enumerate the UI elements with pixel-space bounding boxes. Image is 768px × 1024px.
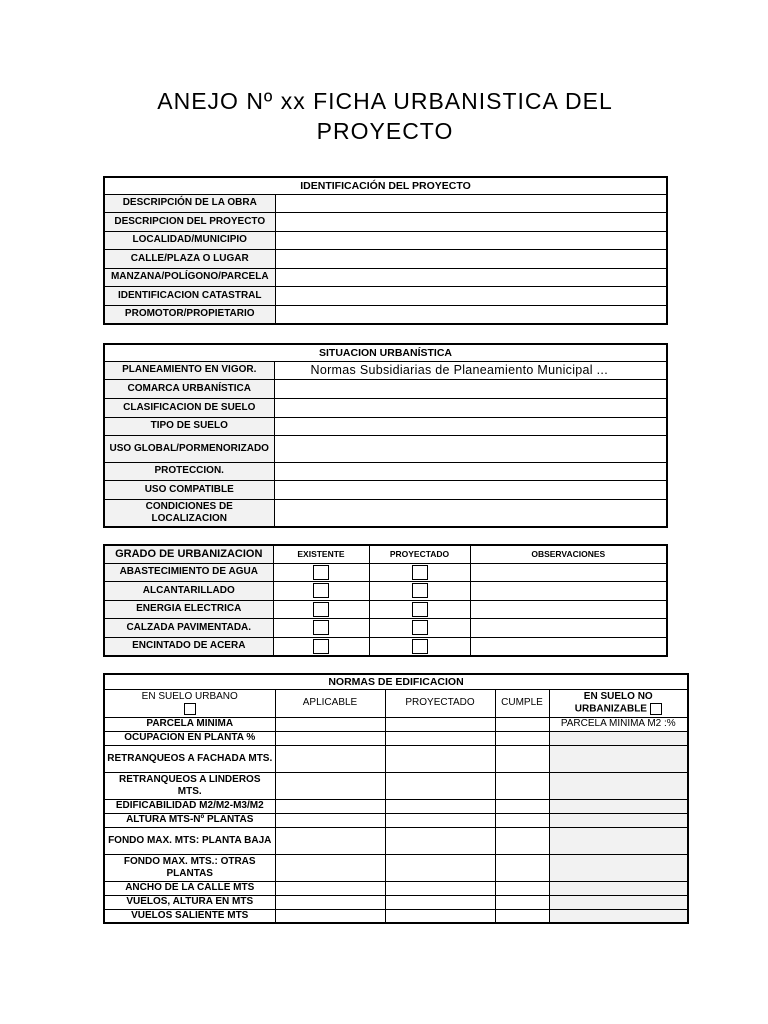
- aplicable-cell[interactable]: [275, 881, 385, 895]
- col-cumple: CUMPLE: [495, 689, 549, 717]
- cumple-cell[interactable]: [495, 881, 549, 895]
- promotor-field[interactable]: [275, 305, 667, 324]
- localidad-field[interactable]: [275, 231, 667, 250]
- no-urbanizable-checkbox[interactable]: [650, 703, 662, 715]
- situacion-table: [103, 343, 668, 528]
- no-urbanizable-cell[interactable]: [549, 813, 688, 827]
- suelo-urbano-label: EN SUELO URBANO: [141, 690, 238, 702]
- row-label: FONDO MAX. MTS: PLANTA BAJA: [104, 827, 275, 854]
- existente-checkbox[interactable]: [313, 639, 329, 654]
- row-label: COMARCA URBANÍSTICA: [104, 379, 274, 398]
- existente-checkbox[interactable]: [313, 620, 329, 635]
- comarca-field[interactable]: [274, 379, 667, 398]
- cumple-cell[interactable]: [495, 895, 549, 909]
- row-label: ALTURA MTS-Nº PLANTAS: [104, 813, 275, 827]
- proyectado-cell[interactable]: [385, 827, 495, 854]
- row-label: LOCALIDAD/MUNICIPIO: [104, 231, 275, 250]
- aplicable-cell[interactable]: [275, 827, 385, 854]
- row-label: MANZANA/POLÍGONO/PARCELA: [104, 268, 275, 287]
- existente-checkbox[interactable]: [313, 565, 329, 580]
- aplicable-cell[interactable]: [275, 731, 385, 745]
- descripcion-obra-field[interactable]: [275, 194, 667, 213]
- existente-checkbox[interactable]: [313, 583, 329, 598]
- observaciones-field[interactable]: [470, 582, 667, 601]
- normas-header: NORMAS DE EDIFICACION: [104, 674, 688, 689]
- proyectado-checkbox[interactable]: [412, 583, 428, 598]
- observaciones-field[interactable]: [470, 563, 667, 582]
- proyectado-checkbox[interactable]: [412, 602, 428, 617]
- proyectado-cell[interactable]: [385, 813, 495, 827]
- row-label: PLANEAMIENTO EN VIGOR.: [104, 361, 274, 379]
- cumple-cell[interactable]: [495, 799, 549, 813]
- condiciones-field[interactable]: [274, 499, 667, 527]
- calle-field[interactable]: [275, 250, 667, 269]
- situacion-header: SITUACION URBANÍSTICA: [104, 344, 667, 361]
- uso-global-field[interactable]: [274, 435, 667, 462]
- row-label: EDIFICABILIDAD M2/M2-M3/M2: [104, 799, 275, 813]
- parcela-minima-m2-label: PARCELA MINIMA M2 :%: [549, 717, 688, 731]
- row-label: ENCINTADO DE ACERA: [104, 637, 273, 656]
- cumple-cell[interactable]: [495, 909, 549, 923]
- no-urbanizable-cell[interactable]: [549, 799, 688, 813]
- proyectado-cell[interactable]: [385, 772, 495, 799]
- aplicable-cell[interactable]: [275, 717, 385, 731]
- proyectado-cell[interactable]: [385, 881, 495, 895]
- no-urbanizable-cell[interactable]: [549, 895, 688, 909]
- row-label: USO GLOBAL/PORMENORIZADO: [104, 435, 274, 462]
- title-line-1: ANEJO Nº xx FICHA URBANISTICA DEL: [157, 88, 613, 114]
- grado-header: GRADO DE URBANIZACION: [104, 545, 273, 563]
- cumple-cell[interactable]: [495, 772, 549, 799]
- aplicable-cell[interactable]: [275, 772, 385, 799]
- cumple-cell[interactable]: [495, 717, 549, 731]
- proyectado-checkbox[interactable]: [412, 565, 428, 580]
- col-existente: EXISTENTE: [273, 545, 369, 563]
- aplicable-cell[interactable]: [275, 909, 385, 923]
- row-label: TIPO DE SUELO: [104, 417, 274, 435]
- normas-table: [103, 673, 689, 924]
- row-label: ALCANTARILLADO: [104, 582, 273, 601]
- row-label: VUELOS SALIENTE MTS: [104, 909, 275, 923]
- no-urbanizable-cell[interactable]: [549, 731, 688, 745]
- no-urbanizable-cell[interactable]: [549, 745, 688, 772]
- no-urbanizable-cell[interactable]: [549, 772, 688, 799]
- proyectado-cell[interactable]: [385, 799, 495, 813]
- aplicable-cell[interactable]: [275, 813, 385, 827]
- cumple-cell[interactable]: [495, 745, 549, 772]
- aplicable-cell[interactable]: [275, 799, 385, 813]
- row-label: CLASIFICACION DE SUELO: [104, 398, 274, 417]
- row-label: VUELOS, ALTURA EN MTS: [104, 895, 275, 909]
- row-label: PROMOTOR/PROPIETARIO: [104, 305, 275, 324]
- proyectado-cell[interactable]: [385, 717, 495, 731]
- row-label: DESCRIPCION DEL PROYECTO: [104, 213, 275, 232]
- descripcion-proyecto-field[interactable]: [275, 213, 667, 232]
- no-urbanizable-label-2: URBANIZABLE: [574, 703, 647, 715]
- proyectado-cell[interactable]: [385, 895, 495, 909]
- cumple-cell[interactable]: [495, 827, 549, 854]
- row-label: OCUPACION EN PLANTA %: [104, 731, 275, 745]
- col-observaciones: OBSERVACIONES: [470, 545, 667, 563]
- row-label: RETRANQUEOS A FACHADA MTS.: [104, 745, 275, 772]
- page-title: [104, 86, 666, 146]
- row-label: CALLE/PLAZA O LUGAR: [104, 250, 275, 269]
- row-label: RETRANQUEOS A LINDEROS MTS.: [104, 772, 275, 799]
- grado-table: [103, 544, 668, 657]
- col-suelo-urbano: [104, 689, 275, 717]
- cumple-cell[interactable]: [495, 731, 549, 745]
- clasificacion-field[interactable]: [274, 398, 667, 417]
- manzana-field[interactable]: [275, 268, 667, 287]
- row-label: PROTECCION.: [104, 462, 274, 480]
- row-label: USO COMPATIBLE: [104, 480, 274, 499]
- proyectado-checkbox[interactable]: [412, 639, 428, 654]
- planeamiento-field[interactable]: Normas Subsidiarias de Planeamiento Municipal ...: [274, 361, 667, 379]
- row-label: ANCHO DE LA CALLE MTS: [104, 881, 275, 895]
- aplicable-cell[interactable]: [275, 895, 385, 909]
- col-proyectado: PROYECTADO: [369, 545, 470, 563]
- title-line-2: PROYECTO: [316, 118, 454, 144]
- proyectado-cell[interactable]: [385, 745, 495, 772]
- proyectado-cell[interactable]: [385, 909, 495, 923]
- observaciones-field[interactable]: [470, 637, 667, 656]
- col-no-urbanizable: [549, 689, 688, 717]
- proyectado-checkbox[interactable]: [412, 620, 428, 635]
- cumple-cell[interactable]: [495, 854, 549, 881]
- existente-checkbox[interactable]: [313, 602, 329, 617]
- row-label: PARCELA MINIMA: [104, 717, 275, 731]
- row-label: DESCRIPCIÓN DE LA OBRA: [104, 194, 275, 213]
- no-urbanizable-cell[interactable]: [549, 854, 688, 881]
- proyectado-cell[interactable]: [385, 731, 495, 745]
- observaciones-field[interactable]: [470, 600, 667, 619]
- row-label: CONDICIONES DE LOCALIZACION: [104, 499, 274, 527]
- proyectado-cell[interactable]: [385, 854, 495, 881]
- identificacion-header: IDENTIFICACIÓN DEL PROYECTO: [104, 177, 667, 194]
- row-label: CALZADA PAVIMENTADA.: [104, 619, 273, 638]
- cumple-cell[interactable]: [495, 813, 549, 827]
- row-label: FONDO MAX. MTS.: OTRAS PLANTAS: [104, 854, 275, 881]
- catastral-field[interactable]: [275, 287, 667, 306]
- uso-compatible-field[interactable]: [274, 480, 667, 499]
- tipo-suelo-field[interactable]: [274, 417, 667, 435]
- row-label: ENERGIA ELECTRICA: [104, 600, 273, 619]
- col-proyectado: PROYECTADO: [385, 689, 495, 717]
- aplicable-cell[interactable]: [275, 745, 385, 772]
- proteccion-field[interactable]: [274, 462, 667, 480]
- no-urbanizable-label-1: EN SUELO NO: [583, 690, 653, 702]
- col-aplicable: APLICABLE: [275, 689, 385, 717]
- row-label: IDENTIFICACION CATASTRAL: [104, 287, 275, 306]
- no-urbanizable-cell[interactable]: [549, 909, 688, 923]
- observaciones-field[interactable]: [470, 619, 667, 638]
- no-urbanizable-cell[interactable]: [549, 827, 688, 854]
- aplicable-cell[interactable]: [275, 854, 385, 881]
- row-label: ABASTECIMIENTO DE AGUA: [104, 563, 273, 582]
- suelo-urbano-checkbox[interactable]: [184, 703, 196, 715]
- identificacion-table: [103, 176, 668, 325]
- no-urbanizable-cell[interactable]: [549, 881, 688, 895]
